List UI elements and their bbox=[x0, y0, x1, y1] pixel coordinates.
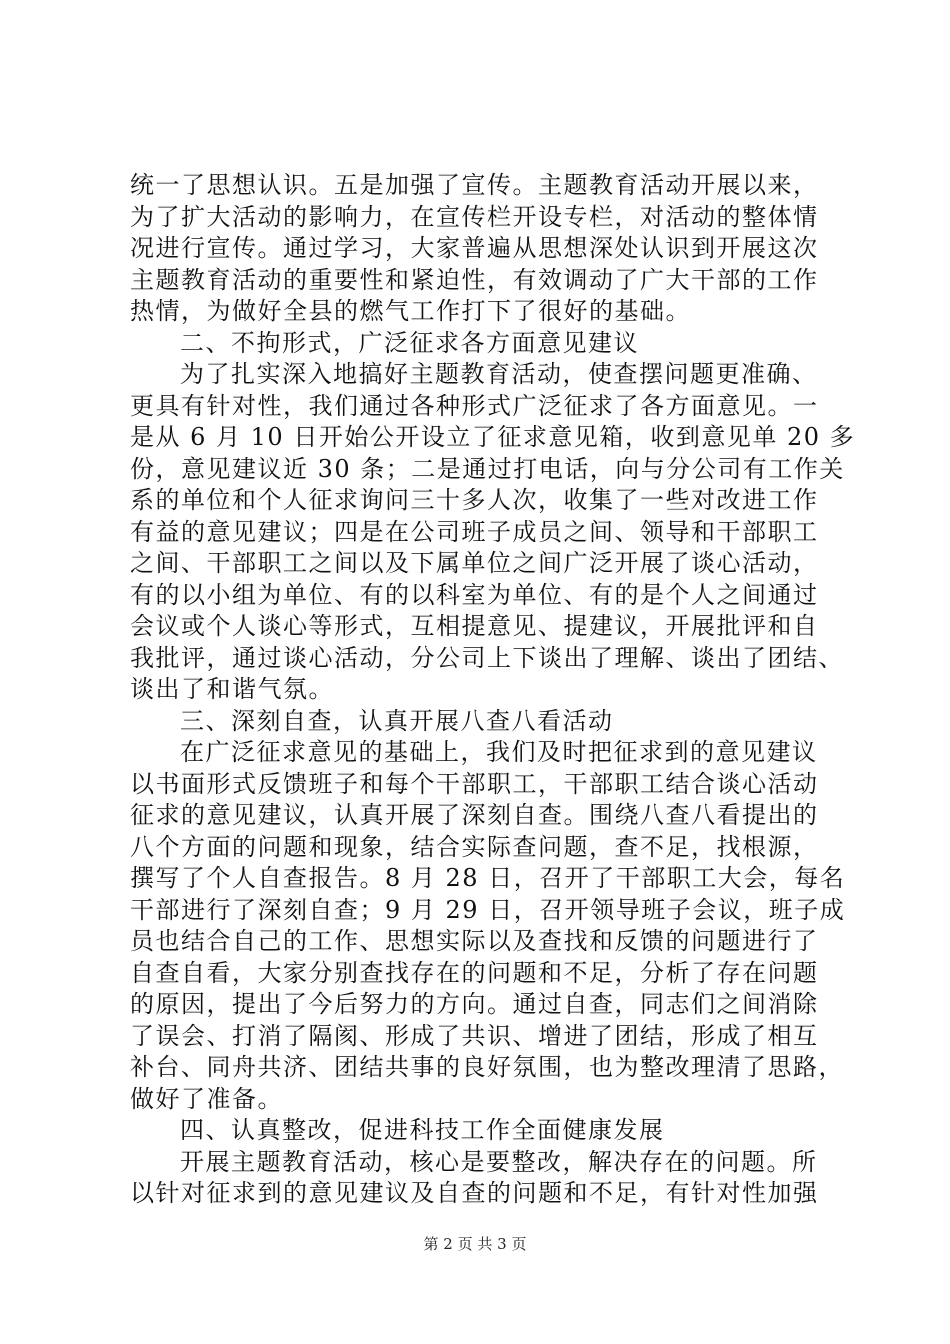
text-line: 系的单位和个人征求询问三十多人次，收集了一些对改进工作 bbox=[130, 486, 819, 514]
text-line: 员也结合自己的工作、思想实际以及查找和反馈的问题进行了 bbox=[130, 927, 819, 955]
paragraph-start-line: 为了扎实深入地搞好主题教育活动，使查摆问题更准确、 bbox=[180, 360, 818, 388]
text-line: 谈出了和谐气氛。 bbox=[130, 675, 334, 703]
text-line: 了误会、打消了隔阂、形成了共识、增进了团结，形成了相互 bbox=[130, 1021, 819, 1050]
text-line: 自查自看，大家分别查找存在的问题和不足，分析了存在问题 bbox=[130, 958, 819, 987]
text-line: 是从 6 月 10 日开始公开设立了征求意见箱，收到意见单 20 多 bbox=[130, 423, 856, 451]
text-line: 况进行宣传。通过学习，大家普遍从思想深处认识到开展这次 bbox=[130, 234, 819, 262]
text-line: 以针对征求到的意见建议及自查的问题和不足，有针对性加强 bbox=[130, 1179, 819, 1207]
text-line: 统一了思想认识。五是加强了宣传。主题教育活动开展以来， bbox=[130, 171, 819, 199]
text-line: 更具有针对性，我们通过各种形式广泛征求了各方面意见。一 bbox=[130, 391, 819, 420]
text-line: 补台、同舟共济、团结共事的良好氛围，也为整改理清了思路， bbox=[130, 1053, 844, 1081]
text-line: 热情，为做好全县的燃气工作打下了很好的基础。 bbox=[130, 297, 691, 325]
text-line: 的原因，提出了今后努力的方向。通过自查，同志们之间消除 bbox=[130, 990, 819, 1018]
text-line: 八个方面的问题和现象，结合实际查问题，查不足，找根源， bbox=[130, 832, 819, 861]
text-line: 干部进行了深刻自查；9 月 29 日，召开领导班子会议，班子成 bbox=[130, 895, 846, 924]
text-line: 有益的意见建议；四是在公司班子成员之间、领导和干部职工 bbox=[130, 517, 819, 546]
text-line: 份，意见建议近 30 条；二是通过打电话，向与分公司有工作关 bbox=[130, 454, 845, 483]
paragraph-start-line: 四、认真整改，促进科技工作全面健康发展 bbox=[180, 1116, 665, 1144]
text-line: 为了扩大活动的影响力，在宣传栏开设专栏，对活动的整体情 bbox=[130, 202, 819, 231]
text-line: 有的以小组为单位、有的以科室为单位、有的是个人之间通过 bbox=[130, 580, 819, 609]
text-line: 做好了准备。 bbox=[130, 1084, 283, 1113]
text-line: 以书面形式反馈班子和每个干部职工，干部职工结合谈心活动 bbox=[130, 769, 819, 798]
text-line: 主题教育活动的重要性和紧迫性，有效调动了广大干部的工作 bbox=[130, 265, 819, 294]
text-line: 我批评，通过谈心活动，分公司上下谈出了理解、谈出了团结、 bbox=[130, 643, 844, 672]
document-body bbox=[130, 170, 856, 1210]
paragraph-start-line: 三、深刻自查，认真开展八查八看活动 bbox=[180, 706, 614, 735]
text-line: 之间、干部职工之间以及下属单位之间广泛开展了谈心活动， bbox=[130, 549, 819, 577]
text-line: 会议或个人谈心等形式，互相提意见、提建议，开展批评和自 bbox=[130, 612, 819, 640]
text-line: 征求的意见建议，认真开展了深刻自查。围绕八查八看提出的 bbox=[130, 801, 819, 829]
paragraph-start-line: 开展主题教育活动，核心是要整改，解决存在的问题。所 bbox=[180, 1147, 818, 1176]
paragraph-start-line: 在广泛征求意见的基础上，我们及时把征求到的意见建议 bbox=[180, 738, 818, 766]
text-line: 撰写了个人自查报告。8 月 28 日，召开了干部职工大会，每名 bbox=[130, 864, 846, 892]
page-number-footer: 第 2 页 共 3 页 bbox=[423, 1235, 527, 1253]
paragraph-start-line: 二、不拘形式，广泛征求各方面意见建议 bbox=[180, 328, 639, 357]
